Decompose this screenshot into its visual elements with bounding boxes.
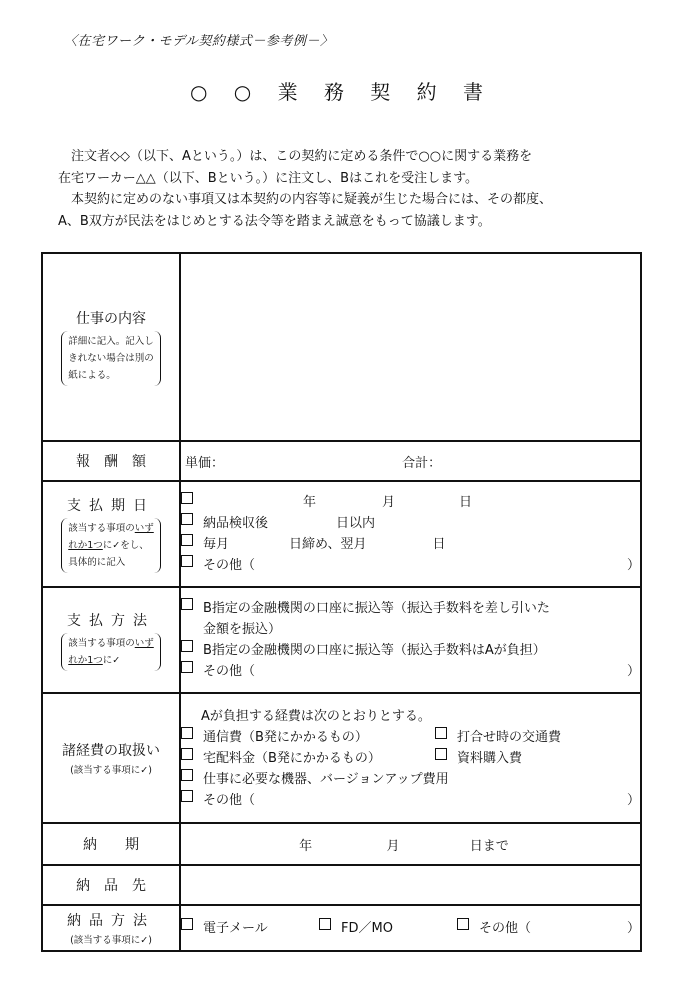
checkbox-dm-email[interactable] — [181, 918, 193, 930]
pd-monthly-a: 毎月 — [203, 537, 230, 552]
exp-opt5: 仕事に必要な機器、バージョンアップ費用 — [203, 771, 449, 787]
payment-method-options — [180, 587, 641, 693]
exp-intro-text: Aが負担する経費は次のとおりとする。 — [201, 708, 431, 724]
deadline-label-cell — [42, 823, 180, 865]
payment-method-label: 支払方法 — [67, 612, 155, 629]
payment-date-label-cell — [42, 481, 180, 587]
exp-opt6-close: ） — [626, 792, 640, 808]
checkbox-exp-2[interactable] — [435, 727, 447, 739]
fee-label: 報 酬 額 — [76, 454, 146, 470]
intro-line-4: A、B双方が民法をはじめとする法令等を踏まえ誠意をもって協議します。 — [58, 213, 491, 229]
pm-option-1-cont — [181, 619, 640, 640]
pd-inspection-a: 納品検収後 — [203, 516, 269, 531]
pd-monthly-c: 日 — [432, 537, 446, 552]
pm-opt1-b: 金額を振込） — [203, 622, 282, 637]
dm-other: その他（ — [479, 920, 532, 936]
pm-note-a: 該当する事項の — [68, 637, 135, 649]
pm-note-d: に✓ — [102, 654, 121, 666]
delivery-method-label-cell — [42, 905, 180, 951]
intro-line-3: 本契約に定めのない事項又は本契約の内容等に疑義が生じた場合には、その都度、 — [71, 192, 553, 207]
checkbox-dm-fdmo[interactable] — [319, 918, 331, 930]
row-expenses — [42, 693, 641, 823]
exp-row-2 — [181, 748, 640, 769]
checkbox-pd-other[interactable] — [181, 555, 193, 567]
checkbox-exp-4[interactable] — [435, 748, 447, 760]
row-payment-method — [42, 587, 641, 693]
payment-date-label: 支払期日 — [67, 498, 155, 514]
pm-option-2 — [181, 640, 640, 661]
deadline-field[interactable] — [180, 823, 641, 865]
checkbox-exp-1[interactable] — [181, 727, 193, 739]
work-content-note — [61, 331, 161, 386]
work-note-line-1: 詳細に記入。記入し — [68, 336, 154, 347]
pd-option-date — [181, 492, 640, 513]
dm-fdmo: FD／MO — [341, 920, 393, 936]
pd-monthly-b: 日締め、翌月 — [289, 537, 367, 552]
row-payment-date — [42, 481, 641, 587]
destination-label-cell — [42, 865, 180, 905]
dm-other-close: ） — [626, 920, 640, 936]
document-title: ○ ○ 業 務 契 約 書 — [189, 80, 494, 104]
delivery-method-label: 納品方法 — [67, 913, 155, 929]
checkbox-dm-other[interactable] — [457, 918, 469, 930]
exp-opt2: 打合せ時の交通費 — [457, 729, 562, 745]
expenses-label-cell — [42, 693, 180, 823]
delivery-method-options — [180, 905, 641, 951]
pd-inspection-b: 日以内 — [336, 516, 376, 531]
dm-options-row — [181, 918, 640, 939]
contract-table — [41, 252, 642, 952]
pm-note-b: いず — [134, 637, 154, 649]
exp-opt1: 通信費（B発にかかるもの） — [203, 729, 368, 745]
work-note-line-3: 紙による。 — [68, 370, 116, 381]
exp-opt6: その他（ — [203, 792, 256, 808]
work-content-label: 仕事の内容 — [76, 311, 146, 327]
exp-opt4: 資料購入費 — [457, 750, 523, 766]
payment-method-note — [61, 633, 161, 671]
pd-option-inspection — [181, 513, 640, 534]
pm-opt3: その他（ — [203, 664, 256, 679]
checkbox-pd-monthly[interactable] — [181, 534, 193, 546]
form-caption: 〈在宅ワーク・モデル契約様式－参考例－〉 — [64, 34, 334, 49]
work-content-field[interactable] — [180, 253, 641, 441]
pd-other-label: その他（ — [203, 558, 256, 573]
pm-opt3-close: ） — [626, 664, 640, 679]
payment-date-note — [61, 518, 161, 573]
checkbox-pd-date[interactable] — [181, 492, 193, 504]
row-work-content — [42, 253, 641, 441]
checkbox-exp-6[interactable] — [181, 790, 193, 802]
expenses-note: (該当する事項に✓) — [70, 765, 152, 776]
payment-method-label-cell — [42, 587, 180, 693]
expenses-options — [180, 693, 641, 823]
pd-note-e: 具体的に記入 — [68, 557, 126, 568]
pd-month: 月 — [382, 495, 396, 510]
pm-opt2: B指定の金融機関の口座に振込等（振込手数料はAが負担） — [203, 643, 546, 658]
fee-field[interactable] — [180, 441, 641, 481]
exp-row-1 — [181, 727, 640, 748]
destination-label: 納 品 先 — [76, 878, 146, 894]
deadline-month: 月 — [386, 838, 400, 854]
unit-price-label: 単価： — [185, 455, 225, 471]
deadline-day: 日まで — [469, 838, 509, 854]
pd-note-d: に✓をし、 — [102, 540, 149, 551]
pd-option-monthly — [181, 534, 640, 555]
destination-field[interactable] — [180, 865, 641, 905]
intro-line-2: 在宅ワーカー△△（以下、Bという。）に注文し、Bはこれを受注します。 — [58, 170, 479, 186]
row-destination — [42, 865, 641, 905]
work-note-line-2: きれない場合は別の — [68, 353, 154, 364]
pd-note-a: 該当する事項の — [68, 523, 135, 534]
pm-opt1-a: B指定の金融機関の口座に振込等（振込手数料を差し引いた — [203, 601, 550, 616]
pm-option-3 — [181, 661, 640, 682]
checkbox-pm-1[interactable] — [181, 598, 193, 610]
exp-intro — [181, 706, 640, 727]
checkbox-pm-2[interactable] — [181, 640, 193, 652]
checkbox-exp-3[interactable] — [181, 748, 193, 760]
checkbox-pd-inspection[interactable] — [181, 513, 193, 525]
fee-label-cell — [42, 441, 180, 481]
pm-option-1 — [181, 598, 640, 619]
exp-row-3 — [181, 769, 640, 790]
row-fee — [42, 441, 641, 481]
pd-note-b: いず — [134, 523, 154, 534]
checkbox-pm-3[interactable] — [181, 661, 193, 673]
pd-year: 年 — [303, 495, 317, 510]
exp-opt3: 宅配料金（B発にかかるもの） — [203, 750, 381, 766]
intro-paragraph — [58, 146, 648, 232]
dm-email: 電子メール — [203, 920, 268, 936]
pd-option-other — [181, 555, 640, 576]
checkbox-exp-5[interactable] — [181, 769, 193, 781]
pd-note-c: れか1つ — [68, 540, 103, 551]
exp-row-4 — [181, 790, 640, 811]
pm-note-c: れか1つ — [68, 654, 103, 666]
intro-line-1: 注文者◇◇（以下、Aという。）は、この契約に定める条件で○○に関する業務を — [71, 149, 533, 164]
delivery-method-note: (該当する事項に✓) — [70, 935, 152, 946]
deadline-label: 納 期 — [83, 837, 139, 853]
row-delivery-method — [42, 905, 641, 951]
total-label: 合計： — [402, 455, 442, 471]
expenses-label: 諸経費の取扱い — [62, 743, 160, 759]
deadline-year: 年 — [299, 838, 313, 854]
pd-other-close: ） — [626, 558, 640, 573]
payment-date-options — [180, 481, 641, 587]
work-content-label-cell — [42, 253, 180, 441]
pd-day: 日 — [459, 495, 473, 510]
row-deadline — [42, 823, 641, 865]
